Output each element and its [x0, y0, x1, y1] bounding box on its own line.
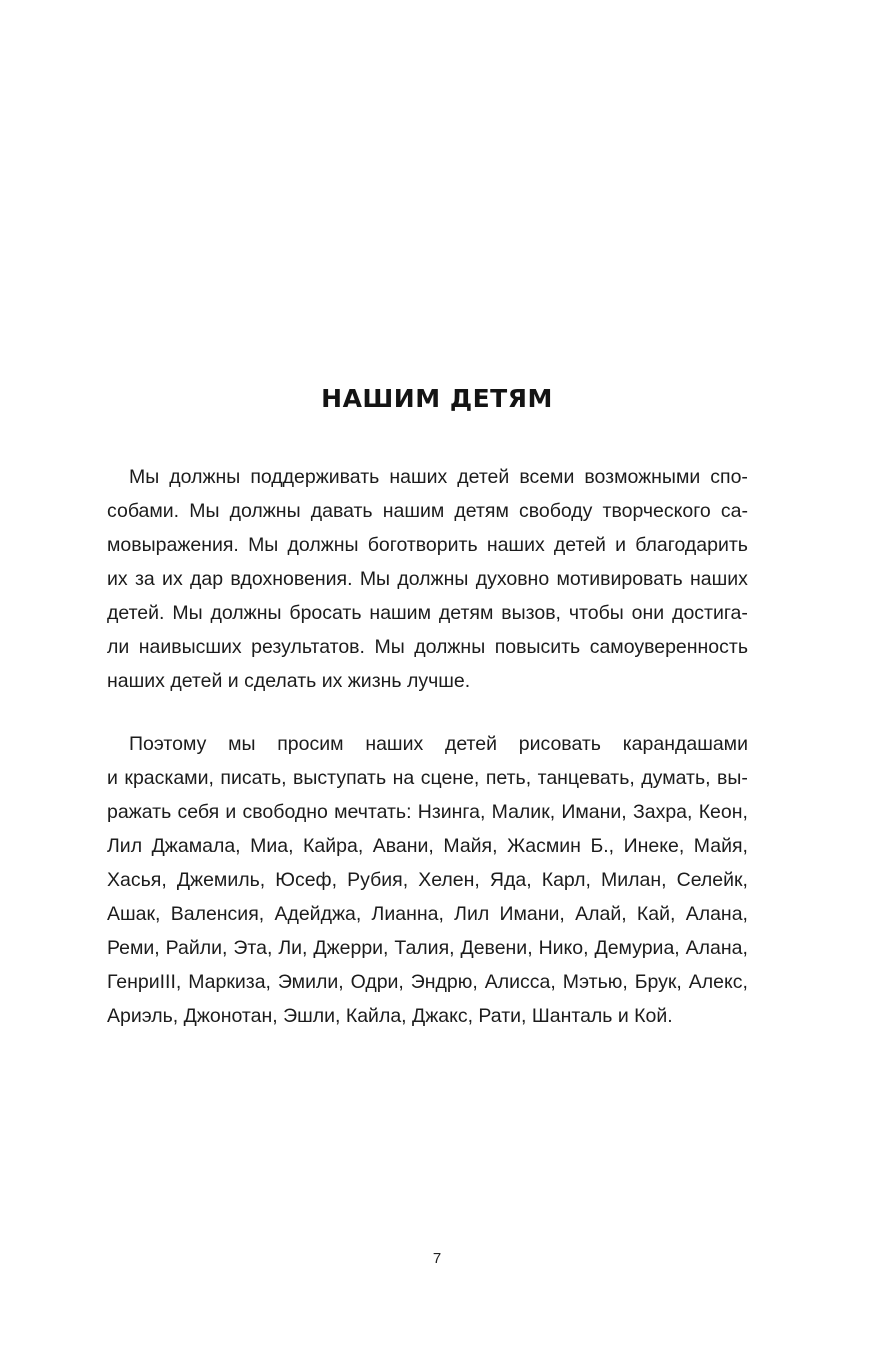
word: свободу	[518, 500, 593, 522]
word: Эндрю,	[410, 971, 478, 993]
word: Мы	[374, 636, 405, 658]
word: Мы	[248, 534, 279, 556]
word: возможными	[584, 466, 701, 488]
word: Алана,	[685, 937, 748, 959]
word: Мы	[129, 466, 160, 488]
word: карандашами	[622, 733, 748, 755]
word: ГенриIII,	[107, 971, 182, 993]
word: Адейджа,	[274, 903, 362, 925]
word: детям	[454, 500, 509, 522]
word: Милан,	[600, 869, 667, 891]
word: Алекс,	[688, 971, 748, 993]
word: наивысших	[138, 636, 242, 658]
word: красками,	[124, 767, 214, 789]
word: Кайра,	[303, 835, 364, 857]
word: Алисса,	[484, 971, 556, 993]
word: поддерживать	[250, 466, 380, 488]
word: нашим	[369, 602, 431, 624]
word: Джамала,	[151, 835, 241, 857]
word: за	[134, 568, 155, 590]
word: танцевать,	[537, 767, 635, 789]
word: Талия,	[394, 937, 455, 959]
word: должны	[210, 602, 282, 624]
word: Нико,	[538, 937, 589, 959]
text-line	[107, 727, 748, 761]
word: должны	[287, 534, 359, 556]
word: Демуриа,	[594, 937, 680, 959]
word: Джерри,	[313, 937, 389, 959]
word: на	[392, 767, 415, 789]
word: творческого	[602, 500, 711, 522]
word: Валенсия,	[170, 903, 265, 925]
word: Кеон,	[698, 801, 748, 823]
word: должны	[229, 500, 301, 522]
word: нашим	[382, 500, 445, 522]
word: детей	[553, 534, 606, 556]
word: Карл,	[541, 869, 591, 891]
text-line	[107, 562, 748, 596]
word: Инеке,	[623, 835, 685, 857]
word: Майя,	[443, 835, 498, 857]
word: они	[631, 602, 665, 624]
word: Маркиза,	[188, 971, 271, 993]
word: наших	[486, 534, 545, 556]
word: ли	[107, 636, 130, 658]
word: мовыражения.	[107, 534, 239, 556]
word: Хелен,	[418, 869, 480, 891]
word: вы-	[717, 767, 748, 789]
word: Жасмин	[507, 835, 581, 857]
word: повысить	[494, 636, 581, 658]
text-line	[107, 528, 748, 562]
word: должны	[397, 568, 469, 590]
text-line	[107, 630, 748, 664]
text-line	[107, 494, 748, 528]
word: Яда,	[489, 869, 532, 891]
text-line	[107, 795, 748, 829]
word: вызов,	[501, 602, 561, 624]
word: Эмили,	[277, 971, 344, 993]
word: бросать	[289, 602, 362, 624]
text-line: наших детей и сделать их жизнь лучше.	[107, 670, 471, 692]
word: Авани,	[372, 835, 434, 857]
word: Лил	[107, 835, 143, 857]
word: Имани,	[499, 903, 565, 925]
word: наших	[690, 568, 748, 590]
word: Алана,	[685, 903, 748, 925]
word: самоуверенность	[589, 636, 748, 658]
word: Майя,	[693, 835, 748, 857]
word: боготворить	[367, 534, 478, 556]
word: Нзинга,	[417, 801, 486, 823]
word: Реми,	[107, 937, 160, 959]
word: Поэтому	[129, 733, 207, 755]
word: са-	[720, 500, 748, 522]
word: и	[107, 767, 118, 789]
word: Лианна,	[371, 903, 444, 925]
word: Мы	[172, 602, 203, 624]
word: достига-	[672, 602, 748, 624]
word: Джемиль,	[176, 869, 266, 891]
word: спо-	[710, 466, 748, 488]
word: мечтать:	[334, 801, 412, 823]
text-line	[107, 596, 748, 630]
word: духовно	[475, 568, 550, 590]
word: детей.	[107, 602, 165, 624]
text-line: Ариэль, Джонотан, Эшли, Кайла, Джакс, Рати, Шанталь и Кой.	[107, 1005, 673, 1027]
word: Малик,	[491, 801, 556, 823]
word: детям	[438, 602, 494, 624]
word: Юсеф,	[275, 869, 338, 891]
word: Имани,	[561, 801, 627, 823]
word: собами.	[107, 500, 180, 522]
word: мы	[228, 733, 256, 755]
text-line	[107, 897, 748, 931]
word: свободно	[242, 801, 328, 823]
word: Мэтью,	[562, 971, 628, 993]
word: Кай,	[636, 903, 676, 925]
word: Хасья,	[107, 869, 167, 891]
paragraph-names	[107, 727, 748, 1033]
word: Ли,	[278, 937, 308, 959]
text-line	[107, 863, 748, 897]
word: давать	[310, 500, 373, 522]
word: и	[615, 534, 627, 556]
word: должны	[414, 636, 486, 658]
page-title: НАШИМ ДЕТЯМ	[321, 384, 553, 413]
word: их	[162, 568, 183, 590]
word: результатов.	[251, 636, 365, 658]
word: Б.,	[590, 835, 615, 857]
word: вдохновения.	[230, 568, 353, 590]
word: дар	[190, 568, 224, 590]
word: Девени,	[460, 937, 533, 959]
page-number: 7	[432, 1250, 442, 1267]
word: Рубия,	[347, 869, 409, 891]
word: Райли,	[165, 937, 228, 959]
text-line	[107, 761, 748, 795]
word: наших	[389, 466, 448, 488]
word: благодарить	[635, 534, 748, 556]
word: петь,	[485, 767, 532, 789]
word: Миа,	[250, 835, 294, 857]
word: Лил	[454, 903, 490, 925]
word: Селейк,	[676, 869, 748, 891]
text-line	[107, 829, 748, 863]
text-line	[107, 460, 748, 494]
word: Алай,	[575, 903, 627, 925]
word: и	[225, 801, 237, 823]
word: чтобы	[568, 602, 624, 624]
word: рисовать	[518, 733, 601, 755]
word: Захра,	[632, 801, 693, 823]
word: Одри,	[350, 971, 404, 993]
word: Эта,	[233, 937, 273, 959]
word: Мы	[189, 500, 220, 522]
word: наших	[365, 733, 424, 755]
word: их	[107, 568, 128, 590]
word: Брук,	[634, 971, 682, 993]
text-line	[107, 931, 748, 965]
word: просим	[277, 733, 344, 755]
word: сцене,	[420, 767, 480, 789]
word: думать,	[641, 767, 711, 789]
word: должны	[169, 466, 241, 488]
word: детей	[457, 466, 510, 488]
word: ражать	[107, 801, 172, 823]
word: писать,	[220, 767, 287, 789]
word: себя	[177, 801, 220, 823]
word: детей	[444, 733, 497, 755]
paragraph-dedication	[107, 460, 748, 698]
word: мотивировать	[556, 568, 683, 590]
word: Мы	[359, 568, 391, 590]
word: всеми	[519, 466, 575, 488]
word: выступать	[293, 767, 387, 789]
text-line	[107, 965, 748, 999]
word: Ашак,	[107, 903, 161, 925]
